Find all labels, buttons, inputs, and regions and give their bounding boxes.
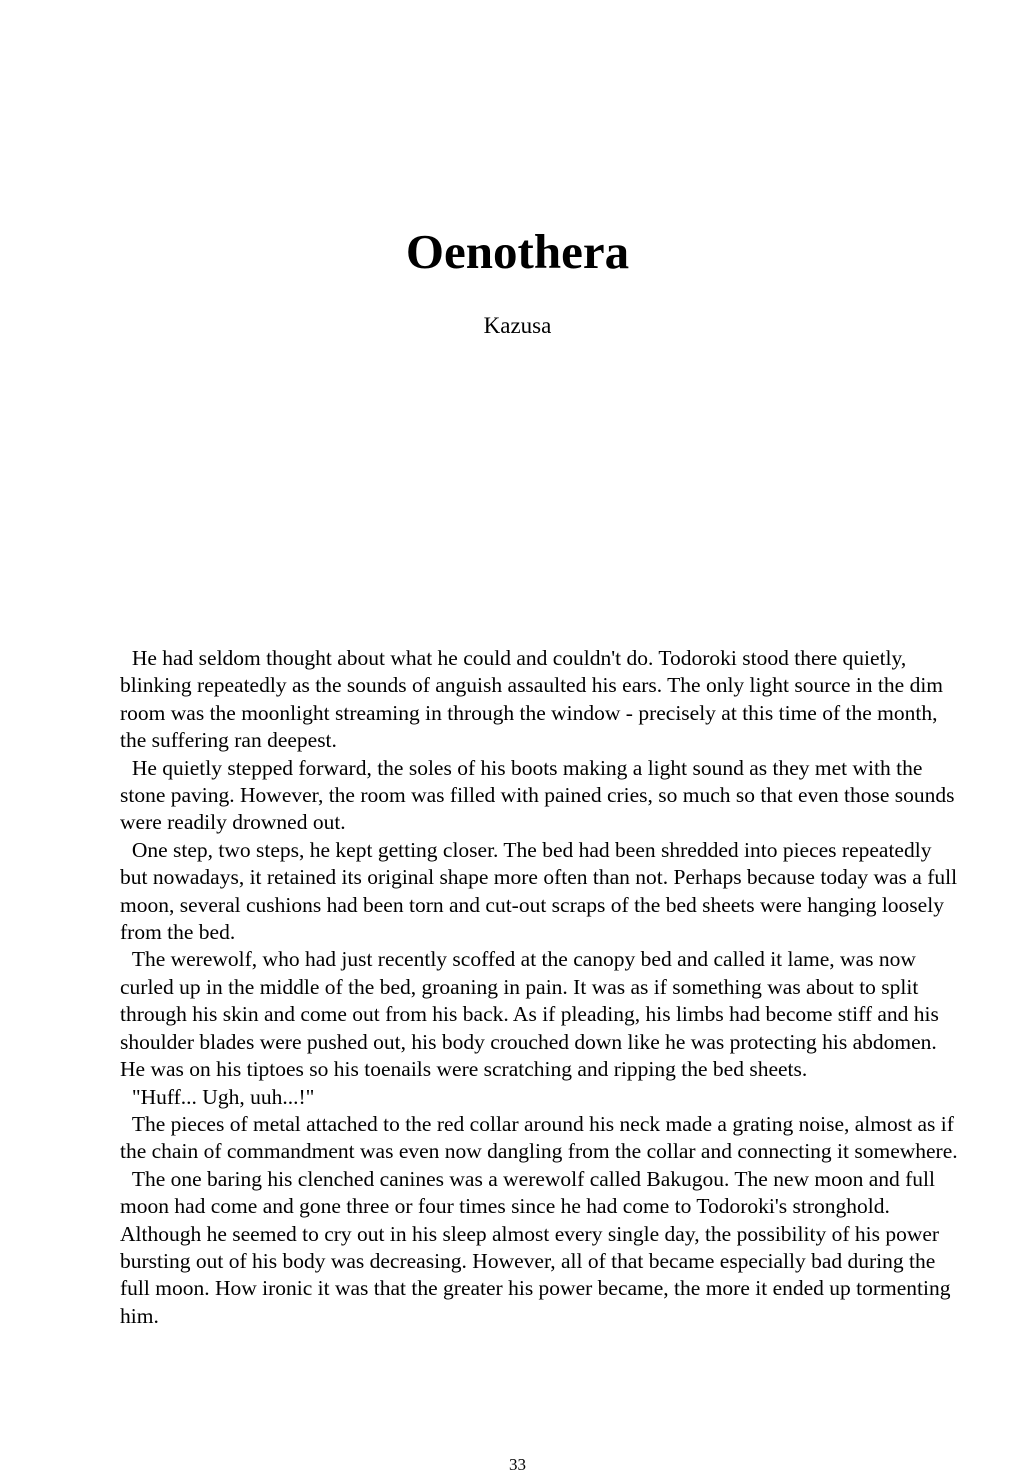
author-name: Kazusa	[483, 313, 552, 338]
story-body	[120, 645, 960, 1330]
paragraph: One step, two steps, he kept getting closer. The bed had been shredded into pieces repeatedly but nowadays, it retained its original shape more often than not. Perhaps because today was a full moon, several cushions had been torn and cut-out scraps of the bed sheets were hanging loosely from the bed.	[120, 837, 958, 945]
paragraph: The werewolf, who had just recently scoffed at the canopy bed and called it lame, was now curled up in the middle of the bed, groaning in pain. It was as if something was about to split through his skin and come out from his back. As if pleading, his limbs had become stiff and his shoulder blades were pushed out, his body crouched down like he was protecting his abdomen. He was on his tiptoes so his toenails were scratching and ripping the bed sheets.	[120, 947, 939, 1082]
paragraph: He had seldom thought about what he could and couldn't do. Todoroki stood there quietly, blinking repeatedly as the sounds of anguish assaulted his ears. The only light source in the dim room was the moonlight streaming in through the window - precisely at this time of the month, the suffering ran deepest.	[120, 646, 944, 753]
dialogue-line: "Huff... Ugh, uuh...!"	[131, 1084, 315, 1109]
paragraph: The pieces of metal attached to the red collar around his neck made a grating noise, almost as if the chain of commandment was even now dangling from the collar and connecting it somewhere.	[120, 1111, 958, 1164]
paragraph: The one baring his clenched canines was a werewolf called Bakugou. The new moon and full moon had come and gone three or four times since he had come to Todoroki's stronghold. Although he seemed to cry out in his sleep almost every single day, the possibility of his power bursting out of his body was decreasing. However, all of that became especially bad during the full moon. How ironic it was that the greater his power became, the more it ended up tormenting him.	[120, 1166, 951, 1328]
story-title: Oenothera	[405, 224, 630, 279]
page-number: 33	[509, 1455, 526, 1474]
paragraph: He quietly stepped forward, the soles of his boots making a light sound as they met with the stone paving. However, the room was filled with pained cries, so much so that even those sounds were readily drowned out.	[120, 755, 955, 835]
